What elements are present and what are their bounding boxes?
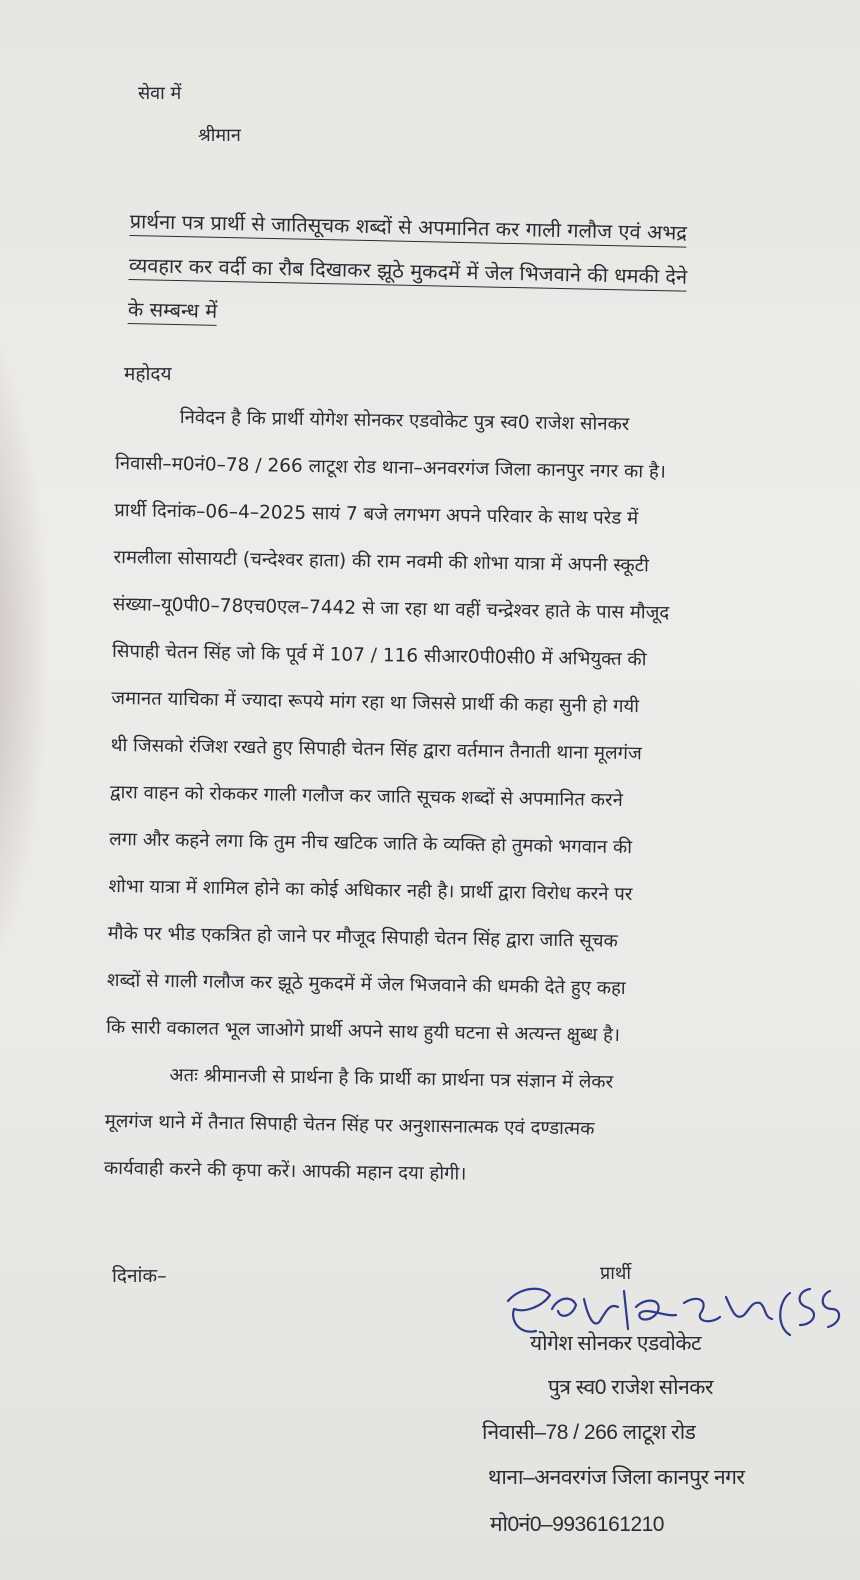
subject-block	[127, 210, 770, 355]
applicant-address: निवासी–78 / 266 लाटूश रोड	[482, 1421, 696, 1444]
body-line: शब्दों से गाली गलौज कर झूठे मुकदमें में जेल भिजवाने की धमकी देते हुए कहा	[106, 969, 626, 1000]
body-line: मौके पर भीड एकत्रित हो जाने पर मौजूद सिपाही चेतन सिंह द्वारा जाति सूचक	[107, 922, 618, 952]
body-line: शोभा यात्रा में शामिल होने का कोई अधिकार नही है। प्रार्थी द्वारा विरोध करने पर	[108, 875, 633, 906]
body-line: सिपाही चेतन सिंह जो कि पूर्व में 107 / 116 सीआर0पी0सी0 में अभियुक्त की	[111, 640, 647, 671]
applicant-district: थाना–अनवरगंज जिला कानपुर नगर	[488, 1466, 745, 1489]
body-line: संख्या–यू0पी0–78एच0एल–7442 से जा रहा था वहीं चन्द्रेश्वर हाते के पास मौजूद	[112, 593, 670, 624]
date-label: दिनांक–	[112, 1265, 167, 1287]
applicant-parent: पुत्र स्व0 राजेश सोनकर	[548, 1376, 713, 1399]
body-line: अतः श्रीमानजी से प्रार्थना है कि प्रार्थी का प्रार्थना पत्र संज्ञान में लेकर	[169, 1064, 614, 1093]
body-line: कि सारी वकालत भूल जाओगे प्रार्थी अपने साथ हुयी घटना से अत्यन्त क्षुब्ध है।	[106, 1016, 621, 1046]
subject-line: के सम्बन्ध में	[128, 297, 218, 326]
applicant-label: प्रार्थी	[600, 1263, 632, 1284]
salutation-sir: श्रीमान	[198, 125, 241, 146]
body-line: लगा और कहने लगा कि तुम नीच खटिक जाति के व्यक्ति हो तुमको भगवान की	[109, 828, 633, 859]
subject-line: प्रार्थना पत्र प्रार्थी से जातिसूचक शब्दों से अपमानित कर गाली गलौज एवं अभद्र	[129, 209, 687, 248]
body-line: निवेदन है कि प्रार्थी योगेश सोनकर एडवोकेट पुत्र स्व0 राजेश सोनकर	[179, 407, 630, 436]
body-line: निवासी–म0नं0–78 / 266 लाटूश रोड थाना–अनवरगंज जिला कानपुर नगर का है।	[114, 452, 666, 483]
salutation-to: सेवा में	[138, 83, 182, 104]
greeting: महोदय	[124, 363, 172, 385]
body-line: द्वारा वाहन को रोककर गाली गलौज कर जाति सूचक शब्दों से अपमानित करने	[109, 781, 623, 812]
body-line: रामलीला सोसायटी (चन्देश्वर हाता) की राम नवमी की शोभा यात्रा में अपनी स्कूटी	[113, 546, 650, 577]
applicant-mobile: मो0नं0–9936161210	[490, 1513, 664, 1536]
body-line: कार्यवाही करने की कृपा करें। आपकी महान दया होगी।	[103, 1157, 467, 1185]
thumb-shadow	[0, 300, 50, 1000]
body-line: थी जिसको रंजिश रखते हुए सिपाही चेतन सिंह द्वारा वर्तमान तैनाती थाना मूलगंज	[110, 734, 642, 765]
letter-body	[103, 405, 805, 1215]
signature-block	[480, 1255, 860, 1575]
applicant-name: योगेश सोनकर एडवोकेट	[530, 1332, 702, 1355]
body-line: मूलगंज थाने में तैनात सिपाही चेतन सिंह पर अनुशासनात्मक एवं दण्डात्मक	[104, 1110, 595, 1140]
body-line: जमानत याचिका में ज्यादा रूपये मांग रहा था जिससे प्रार्थी की कहा सुनी हो गयी	[111, 687, 640, 718]
body-line: प्रार्थी दिनांक–06–4–2025 सायं 7 बजे लगभग अपने परिवार के साथ परेड में	[114, 499, 639, 530]
subject-line: व्यवहार कर वर्दी का रौब दिखाकर झूठे मुकदमें में जेल भिजवाने की धमकी देने	[129, 253, 688, 292]
